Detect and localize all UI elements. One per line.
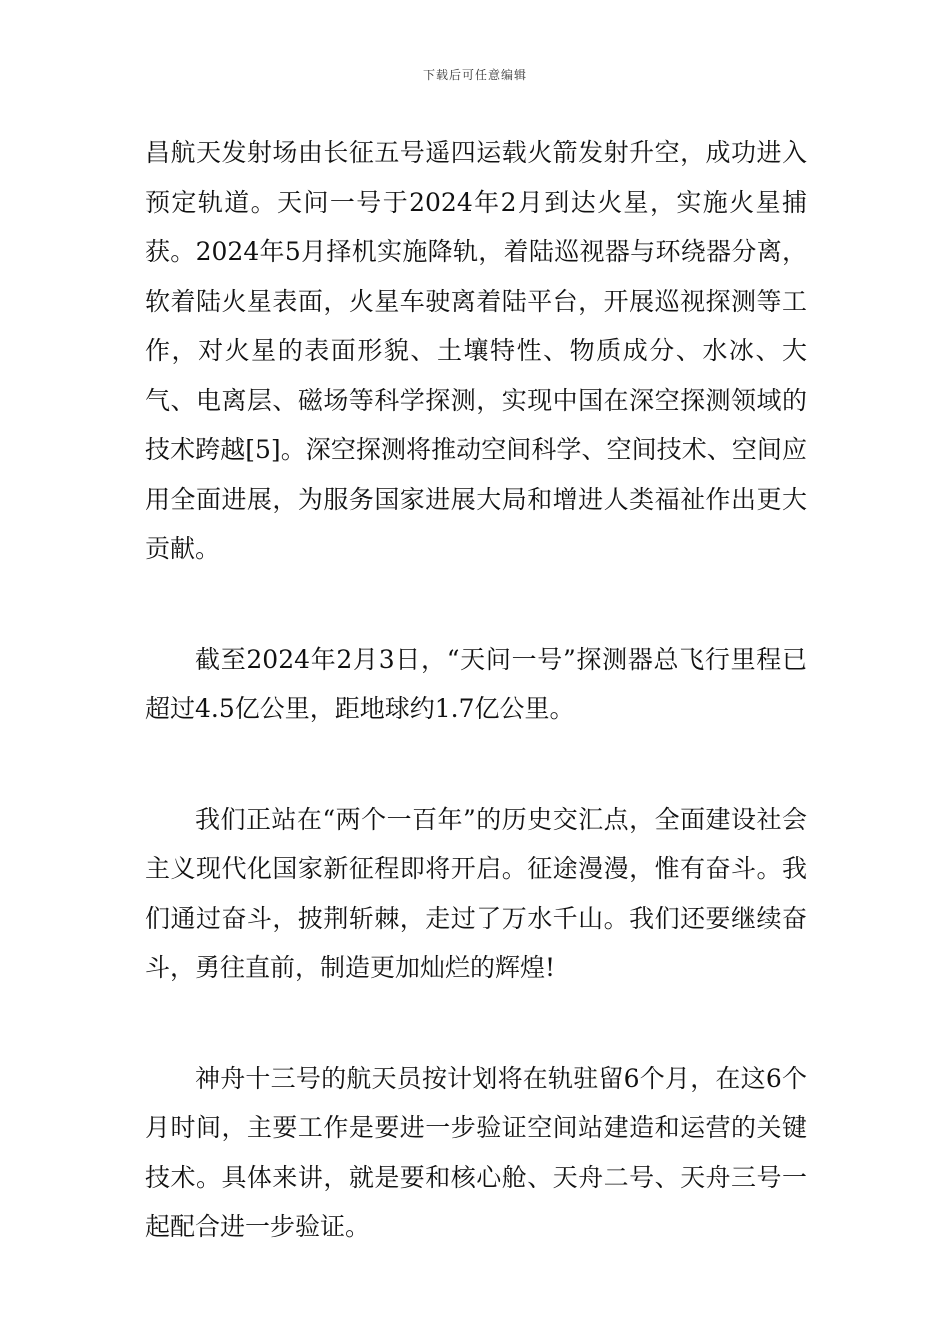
paragraph-2: 截至2024年2月3日，“天问一号”探测器总飞行里程已超过4.5亿公里，距地球约1.7亿公里。 bbox=[145, 644, 807, 723]
header-note: 下载后可任意编辑 bbox=[422, 68, 527, 82]
paragraph-gap bbox=[145, 734, 807, 795]
paragraph-1: 昌航天发射场由长征五号遥四运载火箭发射升空，成功进入预定轨道。天问一号于2024年2月到达火星，实施火星捕获。2024年5月择机实施降轨，着陆巡视器与环绕器分离，软着陆火星表面，火星车驶离着陆平台，开展巡视探测等工作，对火星的表面形貌、土壤特性、物质成分、水冰、大气、电离层、磁场等科学探测，实现中国在深空探测领域的技术跨越[5]。深空探测将推动空间科学、空间技术、空间应用全面进展，为服务国家进展大局和增进人类福祉作出更大贡献。 bbox=[145, 138, 807, 563]
document-body bbox=[145, 128, 807, 1252]
paragraph-3: 我们正站在“两个一百年”的历史交汇点，全面建设社会主义现代化国家新征程即将开启。征途漫漫，惟有奋斗。我们通过奋斗，披荆斩棘，走过了万水千山。我们还要继续奋斗，勇往直前，制造更加灿烂的辉煌! bbox=[145, 804, 807, 982]
paragraph-gap bbox=[145, 574, 807, 635]
paragraph-4: 神舟十三号的航天员按计划将在轨驻留6个月，在这6个月时间，主要工作是要进一步验证空间站建造和运营的关键技术。具体来讲，就是要和核心舱、天舟二号、天舟三号一起配合进一步验证。 bbox=[145, 1063, 807, 1241]
paragraph-gap bbox=[145, 993, 807, 1054]
